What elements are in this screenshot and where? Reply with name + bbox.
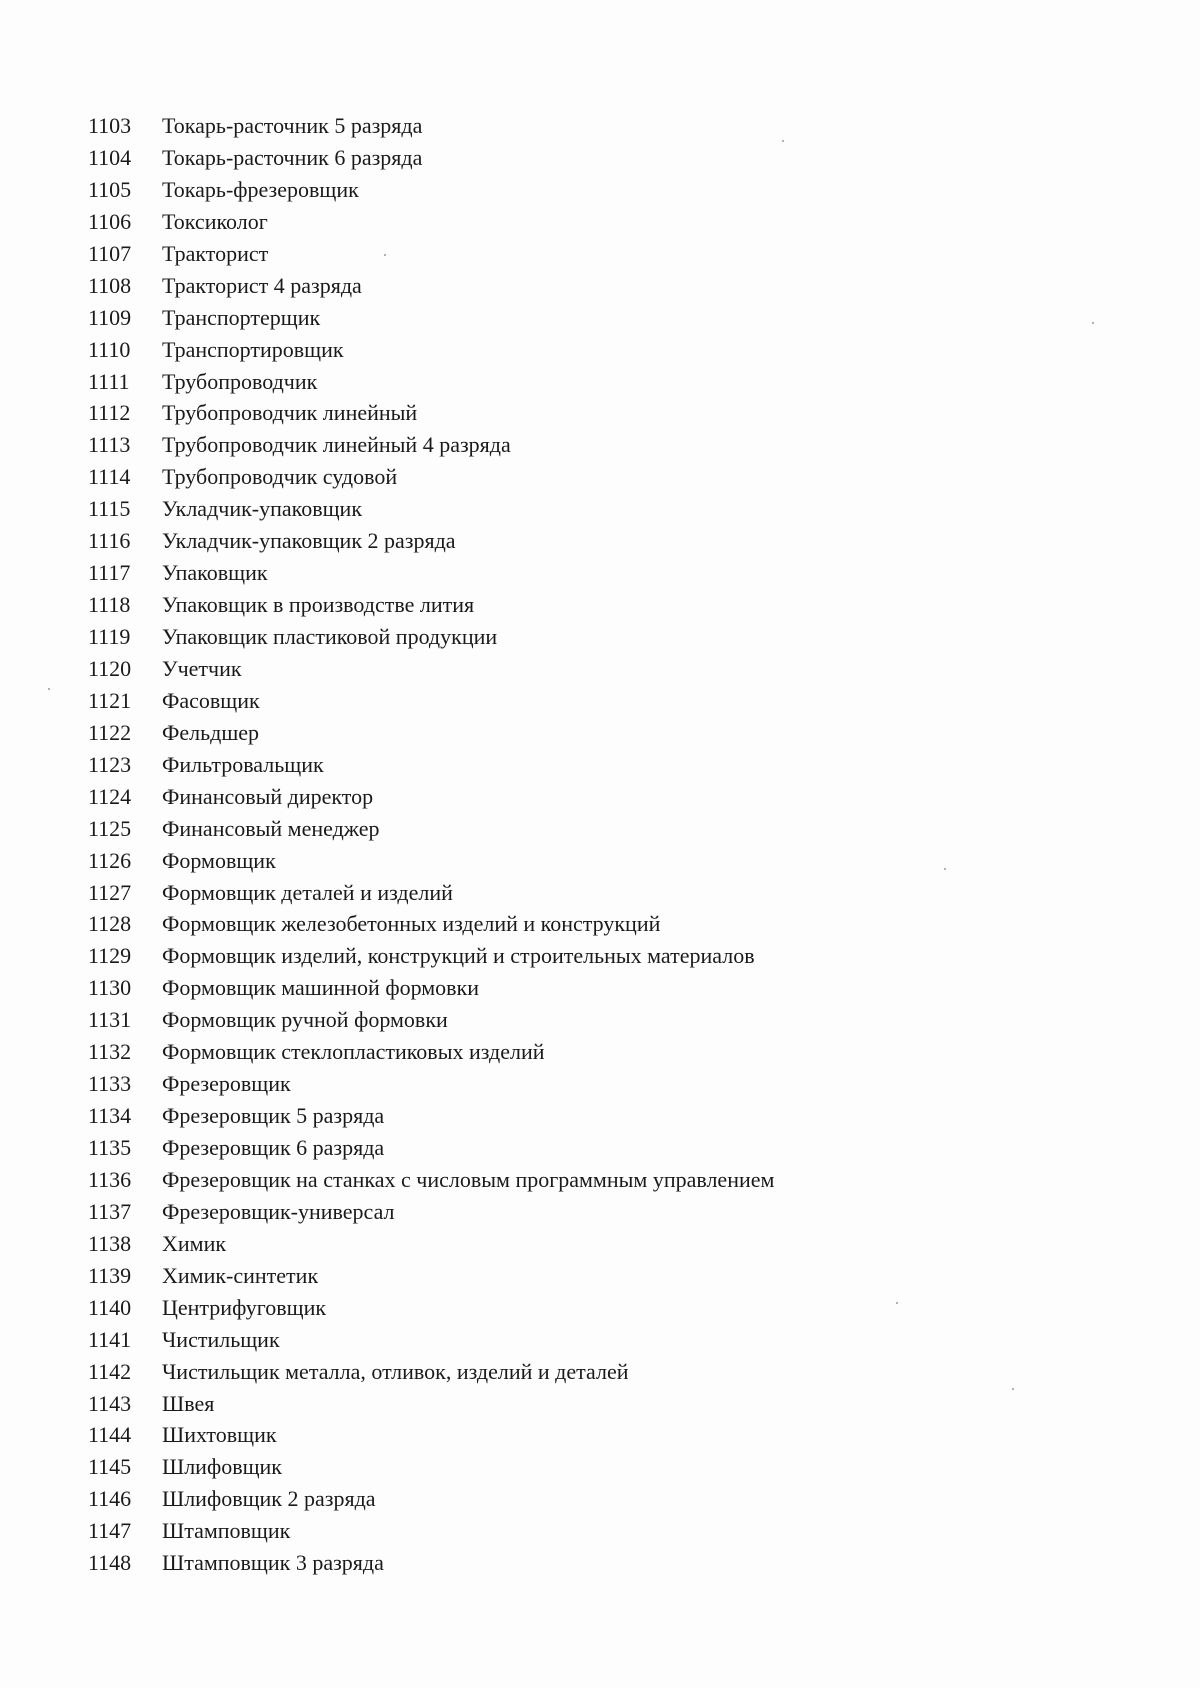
list-item [88, 560, 1128, 592]
list-item [88, 145, 1128, 177]
occupation-name: Транспортировщик [162, 336, 344, 362]
item-number: 1119 [88, 624, 131, 649]
occupation-name: Токарь-расточник 5 разряда [162, 113, 423, 138]
occupation-name: Упаковщик [162, 560, 268, 586]
item-number: 1114 [88, 464, 131, 490]
list-item [88, 1039, 1128, 1071]
list-item [88, 1359, 1128, 1391]
occupation-name: Фасовщик [162, 687, 260, 713]
item-number: 1139 [88, 1262, 132, 1288]
item-number: 1123 [88, 751, 132, 777]
item-number: 1132 [88, 1039, 132, 1065]
list-item [88, 943, 1128, 975]
list-item [88, 1518, 1128, 1550]
occupation-name: Трубопроводчик линейный 4 разряда [162, 432, 511, 458]
item-number: 1129 [88, 943, 132, 969]
item-number: 1127 [88, 879, 132, 905]
list-item [88, 624, 1128, 656]
occupation-name: Укладчик-упаковщик [162, 496, 363, 522]
item-number: 1142 [88, 1358, 132, 1384]
item-number: 1137 [88, 1198, 132, 1224]
list-item [88, 1263, 1128, 1295]
occupation-name: Фрезеровщик 5 разряда [162, 1103, 385, 1129]
occupation-name: Химик [162, 1230, 227, 1256]
list-item [88, 209, 1128, 241]
occupation-name: Укладчик-упаковщик 2 разряда [162, 528, 456, 554]
list-item [88, 1071, 1128, 1103]
list-item [88, 432, 1128, 464]
occupation-name: Шихтовщик [162, 1422, 277, 1448]
list-item [88, 1231, 1128, 1263]
item-number: 1147 [88, 1518, 132, 1544]
item-number: 1113 [88, 432, 131, 458]
item-number: 1143 [88, 1390, 132, 1416]
list-item [88, 1103, 1128, 1135]
item-number: 1105 [88, 176, 132, 202]
item-number: 1120 [88, 655, 132, 681]
occupation-name: Формовщик [162, 847, 276, 873]
list-item [88, 1454, 1128, 1486]
item-number: 1111 [88, 368, 130, 394]
item-number: 1133 [88, 1071, 132, 1097]
list-item [88, 273, 1128, 305]
list-item [88, 816, 1128, 848]
occupation-name: Токарь-расточник 6 разряда [162, 144, 423, 170]
list-item [88, 400, 1128, 432]
item-number: 1136 [88, 1166, 132, 1192]
occupation-name: Центрифуговщик [162, 1294, 327, 1320]
occupation-name: Фрезеровщик [162, 1071, 291, 1097]
item-number: 1121 [88, 687, 132, 713]
item-number: 1107 [88, 240, 132, 266]
occupation-name: Финансовый менеджер [162, 815, 380, 841]
item-number: 1109 [88, 304, 132, 330]
item-number: 1124 [88, 783, 132, 809]
occupation-name: Фельдшер [162, 719, 260, 745]
occupation-name: Шлифовщик 2 разряда [162, 1486, 376, 1512]
occupation-name: Формовщик стеклопластиковых изделий [162, 1039, 545, 1065]
list-item [88, 241, 1128, 273]
item-number: 1125 [88, 815, 132, 841]
occupation-name: Химик-синтетик [162, 1262, 319, 1288]
list-item [88, 1327, 1128, 1359]
list-item [88, 1135, 1128, 1167]
list-item [88, 688, 1128, 720]
item-number: 1118 [88, 592, 131, 618]
item-number: 1130 [88, 975, 132, 1001]
list-item [88, 911, 1128, 943]
occupation-name: Формовщик машинной формовки [162, 975, 480, 1001]
item-number: 1126 [88, 847, 132, 873]
list-item [88, 1007, 1128, 1039]
item-number: 1144 [88, 1422, 132, 1448]
item-number: 1138 [88, 1230, 132, 1256]
occupation-name: Финансовый директор [162, 783, 374, 809]
list-item [88, 1295, 1128, 1327]
list-item [88, 1550, 1128, 1582]
item-number: 1145 [88, 1454, 132, 1480]
list-item [88, 528, 1128, 560]
occupation-name: Упаковщик в производстве лития [162, 592, 475, 618]
occupation-name: Формовщик железобетонных изделий и конструкций [162, 911, 661, 937]
item-number: 1128 [88, 911, 132, 937]
item-number: 1135 [88, 1135, 132, 1160]
item-number: 1112 [88, 400, 131, 426]
list-item [88, 337, 1128, 369]
item-number: 1103 [88, 113, 132, 138]
list-item [88, 464, 1128, 496]
list-item [88, 720, 1128, 752]
list-item [88, 752, 1128, 784]
item-number: 1131 [88, 1007, 132, 1033]
occupation-name: Фрезеровщик-универсал [162, 1198, 395, 1224]
list-item [88, 1422, 1128, 1454]
occupation-name: Формовщик деталей и изделий [162, 879, 453, 905]
list-item [88, 1199, 1128, 1231]
list-item [88, 975, 1128, 1007]
occupation-name: Токарь-фрезеровщик [162, 176, 359, 202]
occupation-name: Тракторист [162, 240, 269, 266]
list-item [88, 305, 1128, 337]
occupation-name: Формовщик изделий, конструкций и строительных материалов [162, 943, 755, 969]
occupation-name: Трубопроводчик [162, 368, 318, 394]
item-number: 1116 [88, 528, 131, 554]
item-number: 1115 [88, 496, 131, 522]
list-item [88, 369, 1128, 401]
list-item [88, 848, 1128, 880]
list-item [88, 1167, 1128, 1199]
item-number: 1146 [88, 1486, 132, 1512]
occupation-name: Трубопроводчик судовой [162, 464, 398, 490]
occupation-name: Учетчик [162, 655, 242, 681]
list-item [88, 592, 1128, 624]
occupation-name: Фрезеровщик на станках с числовым программным управлением [162, 1166, 775, 1192]
item-number: 1106 [88, 208, 132, 234]
occupation-name: Шлифовщик [162, 1454, 282, 1480]
item-number: 1110 [88, 336, 131, 362]
occupation-list [88, 113, 1128, 1582]
occupation-name: Фрезеровщик 6 разряда [162, 1135, 385, 1160]
item-number: 1148 [88, 1550, 132, 1576]
list-item [88, 880, 1128, 912]
list-item [88, 113, 1128, 145]
occupation-name: Швея [162, 1390, 215, 1416]
occupation-name: Фильтровальщик [162, 751, 324, 777]
occupation-name: Транспортерщик [162, 304, 321, 330]
scan-speck [48, 688, 50, 690]
occupation-name: Тракторист 4 разряда [162, 272, 362, 298]
list-item [88, 177, 1128, 209]
item-number: 1104 [88, 144, 132, 170]
occupation-name: Штамповщик [162, 1518, 291, 1544]
item-number: 1117 [88, 560, 131, 586]
item-number: 1122 [88, 719, 132, 745]
list-item [88, 496, 1128, 528]
list-item [88, 656, 1128, 688]
occupation-name: Упаковщик пластиковой продукции [162, 624, 498, 649]
list-item [88, 1391, 1128, 1423]
occupation-name: Токсиколог [162, 208, 268, 234]
item-number: 1108 [88, 272, 132, 298]
occupation-name: Штамповщик 3 разряда [162, 1550, 384, 1576]
list-item [88, 784, 1128, 816]
item-number: 1134 [88, 1103, 132, 1129]
occupation-name: Чистильщик [162, 1326, 280, 1352]
item-number: 1141 [88, 1326, 132, 1352]
occupation-name: Чистильщик металла, отливок, изделий и деталей [162, 1358, 629, 1384]
occupation-name: Трубопроводчик линейный [162, 400, 418, 426]
item-number: 1140 [88, 1294, 132, 1320]
list-item [88, 1486, 1128, 1518]
occupation-name: Формовщик ручной формовки [162, 1007, 448, 1033]
